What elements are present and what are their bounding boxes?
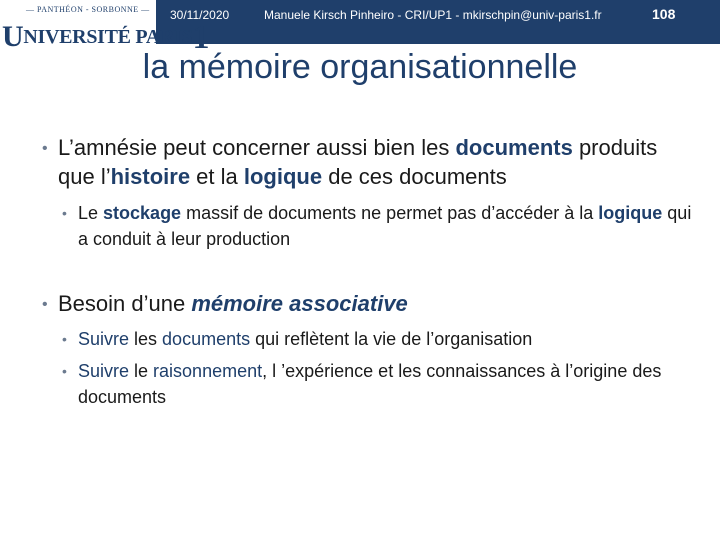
logo-word: NIVERSITÉ PARIS xyxy=(23,26,193,48)
keyword-suivre: Suivre xyxy=(78,329,130,349)
bullet-level1-amnesie xyxy=(42,133,698,191)
text-run: Besoin d’une xyxy=(58,291,192,316)
keyword-documents: documents xyxy=(455,135,573,160)
keyword-histoire: histoire xyxy=(110,164,191,189)
header-author: Manuele Kirsch Pinheiro - CRI/UP1 - mkirschpin@univ-paris1.fr xyxy=(264,8,602,22)
text-run: qui reflètent la vie de l’organisation xyxy=(250,329,533,349)
bullet-dot: • xyxy=(42,140,48,157)
keyword-memoire-associative: mémoire associative xyxy=(191,291,408,316)
keyword-logique: logique xyxy=(243,164,323,189)
text-run: , l ’expérience et les connaissances à l’origine des documents xyxy=(78,361,662,407)
text-run: L’amnésie peut concerner aussi bien les xyxy=(58,135,456,160)
logo-subtitle: — PANTHÉON - SORBONNE — xyxy=(26,5,150,14)
text-run: qui a conduit à leur production xyxy=(78,203,692,249)
text-run: Le xyxy=(78,203,104,223)
bullet-level1-besoin xyxy=(42,289,698,318)
text-run: produits que l’ xyxy=(58,135,658,189)
bullet-level2-stockage xyxy=(62,200,698,252)
text-run: et la xyxy=(190,164,244,189)
bullet-level2-suivre-documents xyxy=(62,326,698,352)
header-date: 30/11/2020 xyxy=(170,8,230,22)
bullet-dot: • xyxy=(62,331,67,347)
keyword-stockage: stockage xyxy=(103,203,182,223)
bullet-level2-suivre-raisonnement xyxy=(62,358,698,410)
bullet-dot: • xyxy=(62,363,67,379)
logo-letter-u: U xyxy=(2,20,24,53)
text-run: les xyxy=(129,329,163,349)
text-run: le xyxy=(129,361,154,381)
text-run: de ces documents xyxy=(322,164,507,189)
keyword-suivre: Suivre xyxy=(78,361,130,381)
keyword-raisonnement: raisonnement xyxy=(153,361,263,381)
text-run: massif de documents ne permet pas d’accéder à la xyxy=(181,203,599,223)
page-number: 108 xyxy=(652,6,676,22)
slide-title: la mémoire organisationnelle xyxy=(142,48,578,86)
keyword-logique: logique xyxy=(598,203,663,223)
logo-digit-1: 1 xyxy=(192,19,210,56)
bullet-dot: • xyxy=(62,205,67,221)
bullet-dot: • xyxy=(42,296,48,313)
keyword-documents: documents xyxy=(162,329,251,349)
